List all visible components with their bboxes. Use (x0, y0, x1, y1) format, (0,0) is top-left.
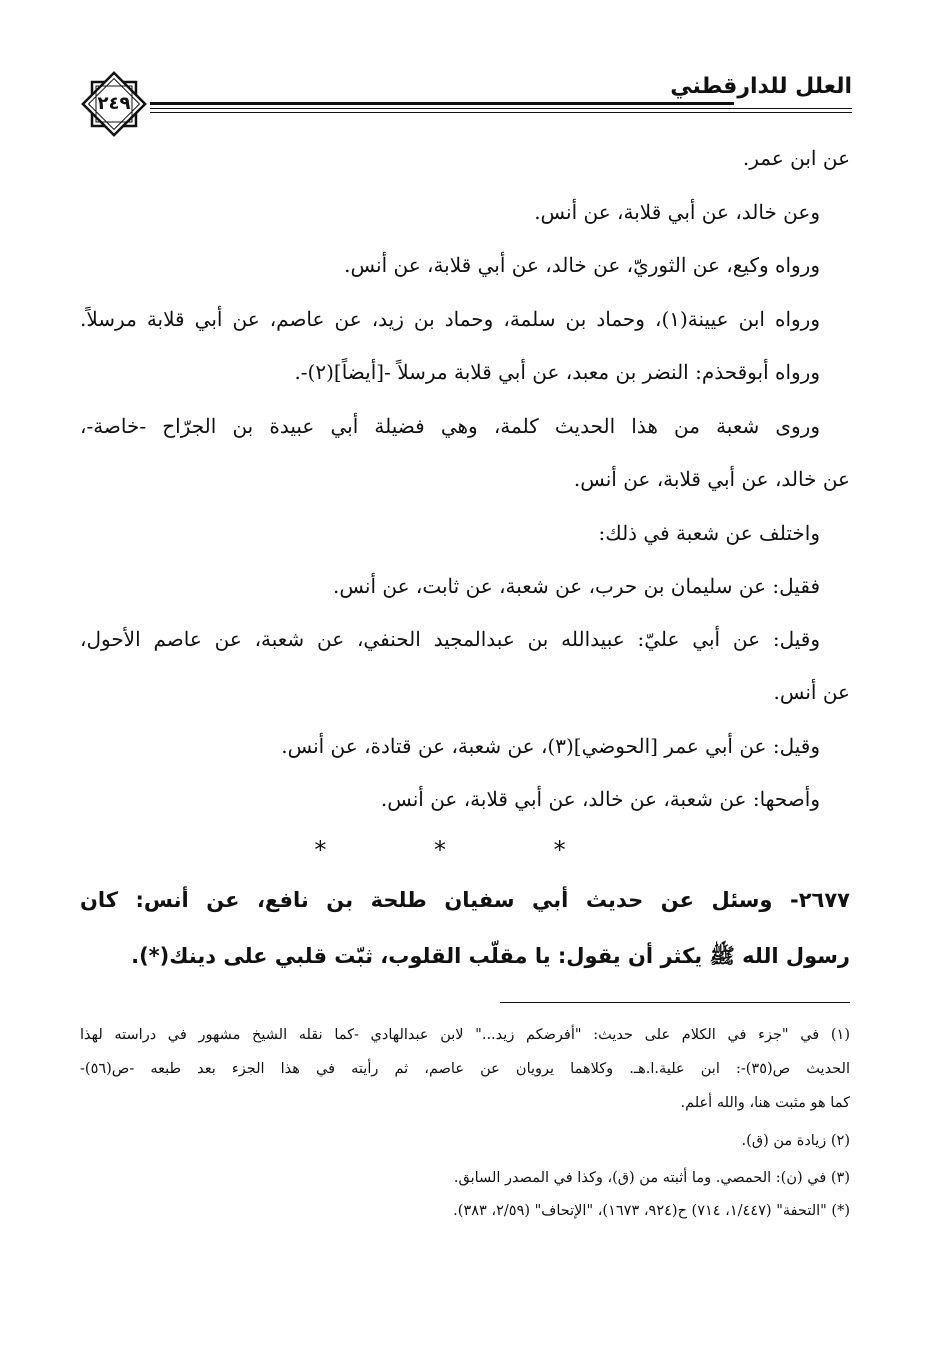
footnote-line: (١) في "جزء في الكلام على حديث: "أفرضكم زيد..." لابن عبدالهادي -كما نقله الشيخ مشهور في دراسته لهذا (80, 1027, 850, 1043)
book-title: العلل للدارقطني (670, 74, 852, 99)
footnote-line: (٢) زيادة من (ق). (741, 1133, 850, 1149)
text-line: عن أنس. (773, 680, 850, 704)
text-line: ورواه أبوقحذم: النضر بن معبد، عن أبي قلابة مرسلاً -[أيضاً](٢)-. (294, 360, 820, 384)
section-separator: * * * (314, 836, 616, 864)
text-line: فقيل: عن سليمان بن حرب، عن شعبة، عن ثابت، عن أنس. (333, 574, 820, 598)
header-rule-thin (150, 108, 852, 109)
text-line: عن خالد، عن أبي قلابة، عن أنس. (573, 467, 850, 491)
footnote-line: الحديث ص(٣٥)-: ابن علية.ا.هـ. وكلاهما يرويان عن عاصم، ثم رأيته في هذا الجزء بعد طبعه -ص(٥٦)- (80, 1061, 850, 1077)
footnote-rule (500, 1002, 850, 1003)
text-line: ورواه ابن عيينة(١)، وحماد بن سلمة، وحماد بن زيد، عن عاصم، عن أبي قلابة مرسلاً. (80, 307, 821, 331)
text-line: وقيل: عن أبي عليّ: عبيدالله بن عبدالمجيد الحنفي، عن شعبة، عن عاصم الأحول، (80, 627, 820, 651)
text-line: وروى شعبة من هذا الحديث كلمة، وهي فضيلة أبي عبيدة بن الجرّاح -خاصة-، (80, 414, 820, 438)
entry-heading-line-1: ٢٦٧٧- وسئل عن حديث أبي سفيان طلحة بن نافع، عن أنس: كان (80, 888, 850, 912)
text-line: وأصحها: عن شعبة، عن خالد، عن أبي قلابة، عن أنس. (380, 787, 820, 811)
header-rule-thin-2 (150, 112, 852, 113)
text-line: واختلف عن شعبة في ذلك: (598, 521, 820, 545)
header-rule (150, 102, 734, 105)
text-line: وعن خالد، عن أبي قلابة، عن أنس. (534, 200, 820, 224)
footnote-line: (٣) في (ن): الحمصي. وما أثبته من (ق)، وكذا في المصدر السابق. (453, 1170, 850, 1186)
text-line: عن ابن عمر. (742, 146, 850, 170)
text-line: ورواه وكيع، عن الثوريّ، عن خالد، عن أبي قلابة، عن أنس. (344, 253, 820, 277)
text-line: وقيل: عن أبي عمر [الحوضي](٣)، عن شعبة، عن قتادة، عن أنس. (281, 734, 820, 758)
footnote-line: كما هو مثبت هنا، والله أعلم. (680, 1095, 850, 1111)
page-number: ٢٤٩ (97, 93, 131, 114)
footnote-line: (*) "التحفة" (١/٤٤٧، ٧١٤) ح(٩٢٤، ١٦٧٣)، "الإتحاف" (٢/٥٩، ٣٨٣). (453, 1203, 850, 1219)
page-number-badge (76, 66, 152, 142)
entry-heading-line-2: رسول الله ﷺ يكثر أن يقول: يا مقلّب القلوب، ثبّت قلبي على دينك(*). (131, 944, 850, 968)
